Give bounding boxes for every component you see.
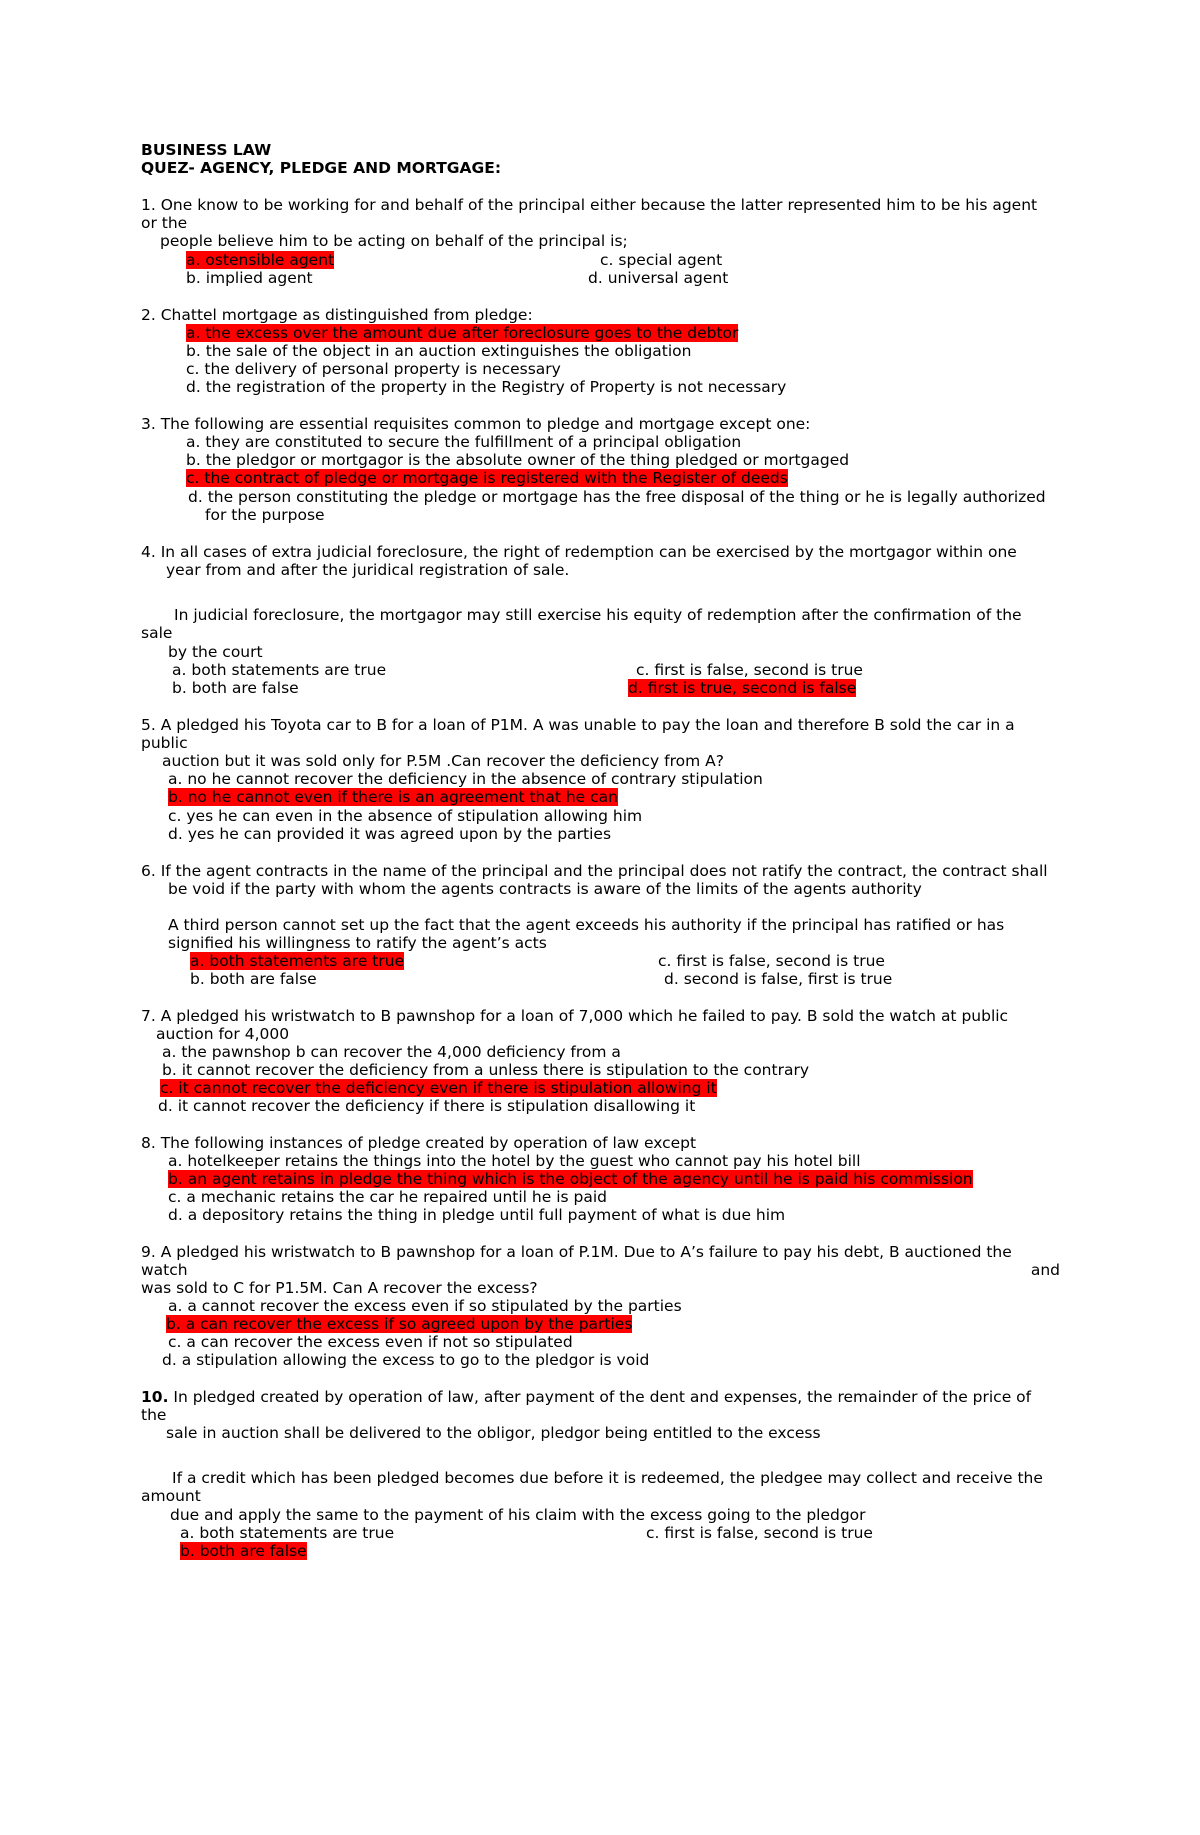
answer-choice: d. it cannot recover the deficiency if there is stipulation disallowing it (158, 1097, 696, 1115)
answer-choice: b. the pledgor or mortgagor is the absolute owner of the thing pledged or mortgaged (186, 451, 850, 469)
answer-choice: a. hotelkeeper retains the things into the hotel by the guest who cannot pay his hotel bill (168, 1152, 861, 1170)
answer-choice: c. the delivery of personal property is necessary (186, 360, 561, 378)
question-text: by the court (168, 643, 263, 661)
question-text: 6. If the agent contracts in the name of the principal and the principal does not ratify the contract, the contract shall (141, 862, 1048, 880)
answer-choice-highlighted: b. a can recover the excess if so agreed upon by the parties (166, 1315, 633, 1333)
answer-choice-highlighted: a. both statements are true (190, 952, 405, 970)
answer-choice: b. it cannot recover the deficiency from a unless there is stipulation to the contrary (162, 1061, 810, 1079)
question-text: 8. The following instances of pledge created by operation of law except (141, 1134, 697, 1152)
question-text: 1. One know to be working for and behalf of the principal either because the latter represented him to be his agent (141, 196, 1038, 214)
answer-choice: a. they are constituted to secure the fulfillment of a principal obligation (186, 433, 742, 451)
answer-choice-continued: for the purpose (205, 506, 325, 524)
answer-choice: a. the pawnshop b can recover the 4,000 deficiency from a (162, 1043, 621, 1061)
question-text: auction but it was sold only for P.5M .Can recover the deficiency from A? (162, 752, 724, 770)
answer-choice-highlighted: b. an agent retains in pledge the thing which is the object of the agency until he is paid his commission (168, 1170, 973, 1188)
answer-choice: c. special agent (600, 251, 723, 269)
question-text: be void if the party with whom the agents contracts is aware of the limits of the agents authority (168, 880, 922, 898)
question-text: auction for 4,000 (156, 1025, 290, 1043)
question-text: and (1030, 1261, 1060, 1279)
question-text-justified (141, 1261, 1060, 1279)
question-text: due and apply the same to the payment of his claim with the excess going to the pledgor (170, 1506, 866, 1524)
answer-choice: a. both statements are true (172, 661, 387, 679)
answer-choice-highlighted: a. the excess over the amount due after foreclosure goes to the debtor (186, 324, 739, 342)
question-text: 4. In all cases of extra judicial foreclosure, the right of redemption can be exercised by the mortgagor within one (141, 543, 1017, 561)
course-heading: BUSINESS LAW (141, 141, 272, 159)
question-text: 9. A pledged his wristwatch to B pawnshop for a loan of P.1M. Due to A’s failure to pay his debt, B auctioned the (141, 1243, 1012, 1261)
answer-choice: d. a depository retains the thing in pledge until full payment of what is due him (168, 1206, 786, 1224)
answer-choice-highlighted: d. first is true, second is false (628, 679, 857, 697)
question-text: 3. The following are essential requisites common to pledge and mortgage except one: (141, 415, 811, 433)
answer-choice-highlighted: a. ostensible agent (186, 251, 335, 269)
question-text (141, 1388, 1031, 1406)
question-text: In pledged created by operation of law, after payment of the dent and expenses, the remainder of the price of (168, 1388, 1032, 1406)
answer-choice: c. yes he can even in the absence of stipulation allowing him (168, 807, 643, 825)
answer-choice: d. the registration of the property in the Registry of Property is not necessary (186, 378, 787, 396)
question-text: A third person cannot set up the fact that the agent exceeds his authority if the principal has ratified or has (168, 916, 1005, 934)
answer-choice-highlighted: b. no he cannot even if there is an agreement that he can (168, 788, 618, 806)
answer-choice: c. first is false, second is true (636, 661, 863, 679)
answer-choice: d. a stipulation allowing the excess to go to the pledgor is void (162, 1351, 650, 1369)
question-text: public (141, 734, 188, 752)
question-number: 10. (141, 1388, 169, 1406)
answer-choice: b. the sale of the object in an auction extinguishes the obligation (186, 342, 692, 360)
question-text: 5. A pledged his Toyota car to B for a loan of P1M. A was unable to pay the loan and therefore B sold the car in a (141, 716, 1015, 734)
question-text: the (141, 1406, 167, 1424)
question-text: In judicial foreclosure, the mortgagor may still exercise his equity of redemption after the confirmation of the (174, 606, 1022, 624)
answer-choice: d. yes he can provided it was agreed upon by the parties (168, 825, 612, 843)
question-text: sale (141, 624, 173, 642)
answer-choice-highlighted: b. both are false (180, 1542, 307, 1560)
question-text: amount (141, 1487, 201, 1505)
answer-choice-highlighted: c. the contract of pledge or mortgage is registered with the Register of deeds (186, 469, 788, 487)
answer-choice: a. no he cannot recover the deficiency in the absence of contrary stipulation (168, 770, 763, 788)
answer-choice: c. first is false, second is true (646, 1524, 873, 1542)
answer-choice: d. second is false, first is true (664, 970, 893, 988)
answer-choice: b. both are false (172, 679, 299, 697)
question-text: was sold to C for P1.5M. Can A recover the excess? (141, 1279, 538, 1297)
answer-choice: d. universal agent (588, 269, 729, 287)
question-text: or the (141, 214, 188, 232)
answer-choice: d. the person constituting the pledge or mortgage has the free disposal of the thing or he is legally authorized (188, 488, 1046, 506)
answer-choice: c. a mechanic retains the car he repaired until he is paid (168, 1188, 607, 1206)
quiz-title: QUEZ- AGENCY, PLEDGE AND MORTGAGE: (141, 159, 502, 177)
answer-choice: a. both statements are true (180, 1524, 395, 1542)
question-text: If a credit which has been pledged becomes due before it is redeemed, the pledgee may collect and receive the (172, 1469, 1043, 1487)
question-text: 7. A pledged his wristwatch to B pawnshop for a loan of 7,000 which he failed to pay. B sold the watch at public (141, 1007, 1009, 1025)
answer-choice: b. both are false (190, 970, 317, 988)
question-text: signified his willingness to ratify the agent’s acts (168, 934, 547, 952)
question-text: sale in auction shall be delivered to the obligor, pledgor being entitled to the excess (166, 1424, 821, 1442)
answer-choice: a. a cannot recover the excess even if so stipulated by the parties (168, 1297, 682, 1315)
answer-choice-highlighted: c. it cannot recover the deficiency even if there is stipulation allowing it (160, 1079, 717, 1097)
answer-choice: c. first is false, second is true (658, 952, 885, 970)
question-text: 2. Chattel mortgage as distinguished from pledge: (141, 306, 533, 324)
answer-choice: c. a can recover the excess even if not so stipulated (168, 1333, 573, 1351)
question-text: year from and after the juridical registration of sale. (166, 561, 570, 579)
question-text: watch (141, 1261, 188, 1279)
answer-choice: b. implied agent (186, 269, 313, 287)
question-text: people believe him to be acting on behalf of the principal is; (160, 232, 628, 250)
